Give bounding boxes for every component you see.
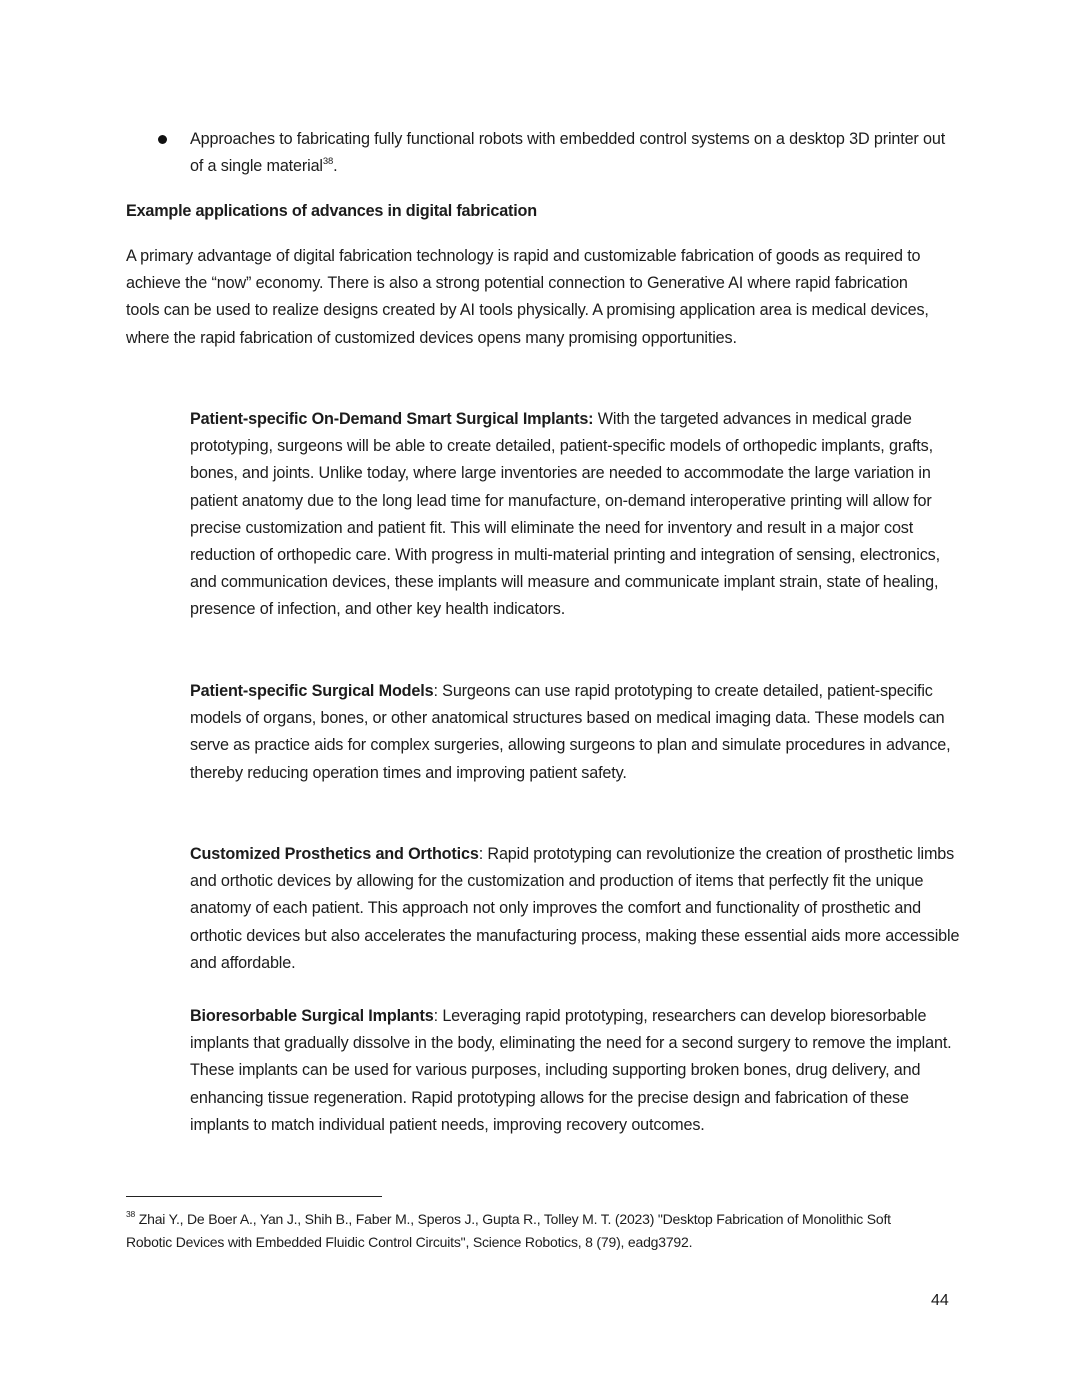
footnote-number: 38 [126, 1209, 136, 1220]
bullet-text [190, 126, 956, 180]
application-title: Customized Prosthetics and Orthotics [190, 845, 479, 863]
application-title: Patient-specific On-Demand Smart Surgical Implants: [190, 410, 594, 428]
intro-paragraph: A primary advantage of digital fabrication technology is rapid and customizable fabrication of goods as required to achieve the “now” economy. There is also a strong potential connection to Generative AI where rapid fabrication tools can be used to realize designs created by AI tools physically. A promising application area is medical devices, where the rapid fabrication of customized devices opens many promising opportunities. [126, 247, 929, 347]
bullet-text-body: Approaches to fabricating fully functional robots with embedded control systems on a desktop 3D printer out of a single material [190, 130, 946, 176]
bullet-list-item [126, 126, 956, 180]
page-number: 44 [931, 1292, 949, 1309]
footnote [126, 1208, 926, 1254]
footnote-divider [126, 1196, 382, 1197]
application-title: Bioresorbable Surgical Implants [190, 1007, 434, 1025]
application-body: : Surgeons can use rapid prototyping to create detailed, patient-specific models of organs, bones, or other anatomical structures based on medical imaging data. These models can serve as practice aids for complex surgeries, allowing surgeons to plan and simulate procedures in advance, thereby reducing operation times and improving patient safety. [190, 682, 951, 782]
application-prosthetics-orthotics [190, 841, 960, 977]
footnote-text: Zhai Y., De Boer A., Yan J., Shih B., Faber M., Speros J., Gupta R., Tolley M. T. (2023) "Desktop Fabrication of Monolithic Soft Robotic Devices with Embedded Fluidic Control Circuits", Science Robotics, 8 (79), eadg3792. [126, 1211, 891, 1250]
application-body: : Leveraging rapid prototyping, researchers can develop bioresorbable implants that gradually dissolve in the body, eliminating the need for a second surgery to remove the implant. These implants can be used for various purposes, including supporting broken bones, drug delivery, and enhancing tissue regeneration. Rapid prototyping allows for the precise design and fabrication of these implants to match individual patient needs, improving recovery outcomes. [190, 1007, 952, 1134]
application-body: With the targeted advances in medical grade prototyping, surgeons will be able to create detailed, patient-specific models of orthopedic implants, grafts, bones, and joints. Unlike today, where large inventories are needed to accommodate the large variation in patient anatomy due to the long lead time for manufacture, on-demand interoperative printing will allow for precise customization and patient fit. This will eliminate the need for inventory and result in a major cost reduction of orthopedic care. With progress in multi-material printing and integration of sensing, electronics, and communication devices, these implants will measure and communicate implant strain, state of healing, presence of infection, and other key health indicators. [190, 410, 940, 619]
application-title: Patient-specific Surgical Models [190, 682, 434, 700]
application-bioresorbable-implants [190, 1003, 960, 1139]
section-heading: Example applications of advances in digital fabrication [126, 202, 537, 220]
bullet-icon [158, 135, 167, 144]
application-smart-surgical-implants [190, 406, 960, 624]
footnote-reference[interactable]: 38 [322, 155, 334, 167]
application-surgical-models [190, 678, 960, 787]
application-body: : Rapid prototyping can revolutionize the creation of prosthetic limbs and orthotic devices by allowing for the customization and production of items that perfectly fit the unique anatomy of each patient. This approach not only improves the comfort and functionality of prosthetic and orthotic devices but also accelerates the manufacturing process, making these essential aids more accessible and affordable. [190, 845, 960, 972]
bullet-text-trailing: . [333, 157, 338, 176]
